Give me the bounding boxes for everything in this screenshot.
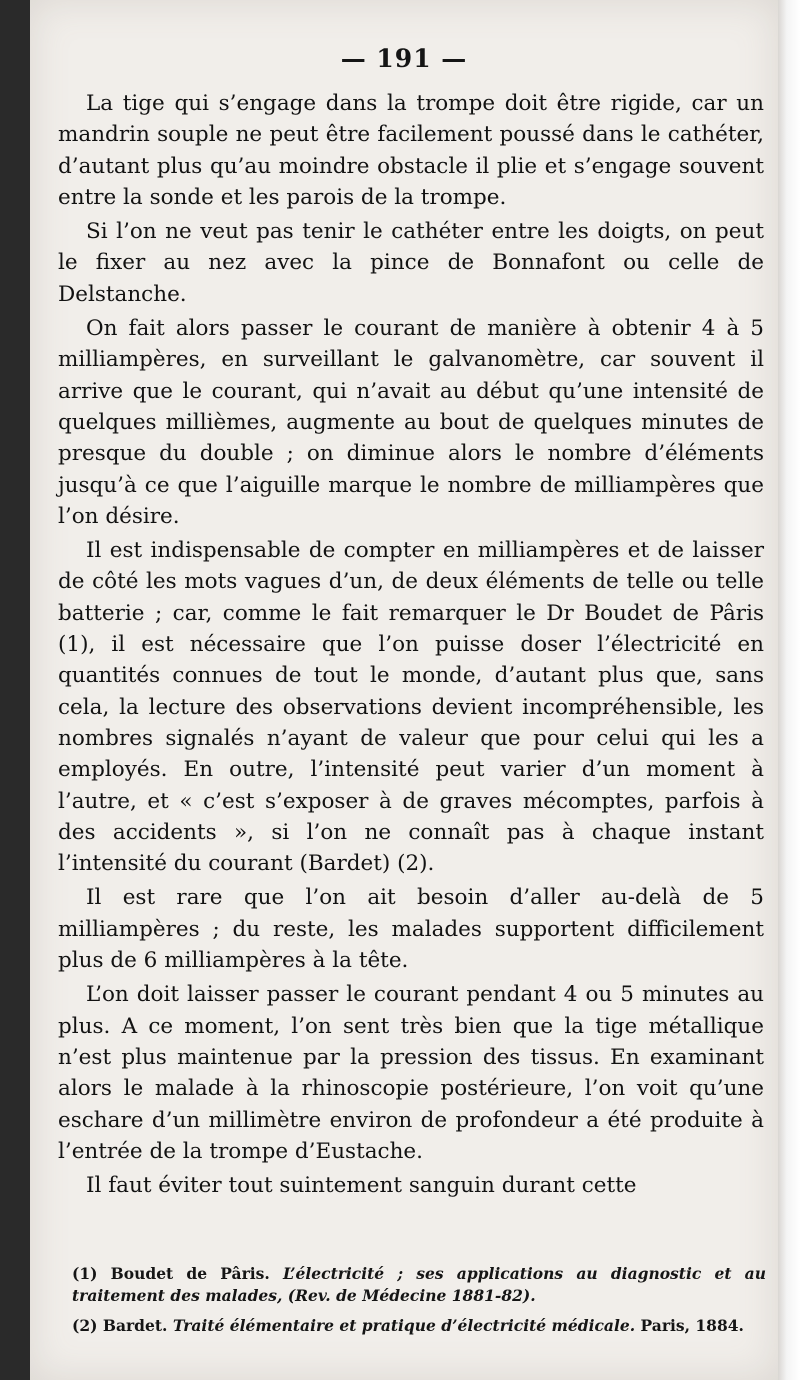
footnote [72, 1263, 766, 1307]
paragraph: Il est indispensable de compter en milliampères et de laisser de côté les mots vagues d’un, de deux éléments de telle ou telle batterie ; car, comme le fait remarquer le Dr Boudet de Pâris (1), il est nécessaire que l’on puisse doser l’électricité en quantités connues de tout le monde, d’autant plus que, sans cela, la lecture des observations devient incompréhensible, les nombres signalés n’ayant de valeur que pour celui qui les a employés. En outre, l’intensité peut varier d’un moment à l’autre, et « c’est s’exposer à de graves mécomptes, parfois à des accidents », si l’on ne connaît pas à chaque instant l’intensité du courant (Bardet) (2). [58, 538, 764, 877]
page-edge [778, 0, 800, 1380]
footnote-italic: Traité élémentaire et pratique d’électricité médicale. [172, 1316, 636, 1335]
footnote-italic: L’électricité ; ses applications au diagnostic et au traitement des malades, (Rev. de Médecine 1881-82). [72, 1264, 766, 1305]
footnote [72, 1315, 766, 1337]
paragraph: Si l’on ne veut pas tenir le cathéter entre les doigts, on peut le fixer au nez avec la pince de Bonnafont ou celle de Delstanche. [58, 219, 764, 307]
paragraph: Il est rare que l’on ait besoin d’aller au-delà de 5 milliampères ; du reste, les malades supportent difficilement plus de 6 milliampères à la tête. [58, 885, 764, 974]
footnote-lead: (2) Bardet. [72, 1316, 173, 1335]
footnotes [72, 1263, 766, 1345]
page-number: — 191 — [340, 44, 468, 73]
paragraph: On fait alors passer le courant de manière à obtenir 4 à 5 milliampères, en surveillant le galvanomètre, car souvent il arrive que le courant, qui n’avait au début qu’une intensité de quelques millièmes, augmente au bout de quelques minutes de presque du double ; on diminue alors le nombre d’éléments jusqu’à ce que l’aiguille marque le nombre de milliampères que l’on désire. [58, 316, 764, 529]
book-page [30, 0, 778, 1380]
footnote-tail: Paris, 1884. [635, 1316, 744, 1335]
footnote-lead: (1) Boudet de Pâris. [72, 1264, 283, 1283]
paragraph: La tige qui s’engage dans la trompe doit être rigide, car un mandrin souple ne peut être facilement poussé dans le cathéter, d’autant plus qu’au moindre obstacle il plie et s’engage souvent entre la sonde et les parois de la trompe. [58, 91, 764, 210]
paragraph: L’on doit laisser passer le courant pendant 4 ou 5 minutes au plus. A ce moment, l’on sent très bien que la tige métallique n’est plus maintenue par la pression des tissus. En examinant alors le malade à la rhinoscopie postérieure, l’on voit qu’une eschare d’un millimètre environ de profondeur a été produite à l’entrée de la trompe d’Eustache. [58, 982, 764, 1164]
paragraph: Il faut éviter tout suintement sanguin durant cette [86, 1173, 637, 1199]
body-text [58, 88, 764, 1204]
